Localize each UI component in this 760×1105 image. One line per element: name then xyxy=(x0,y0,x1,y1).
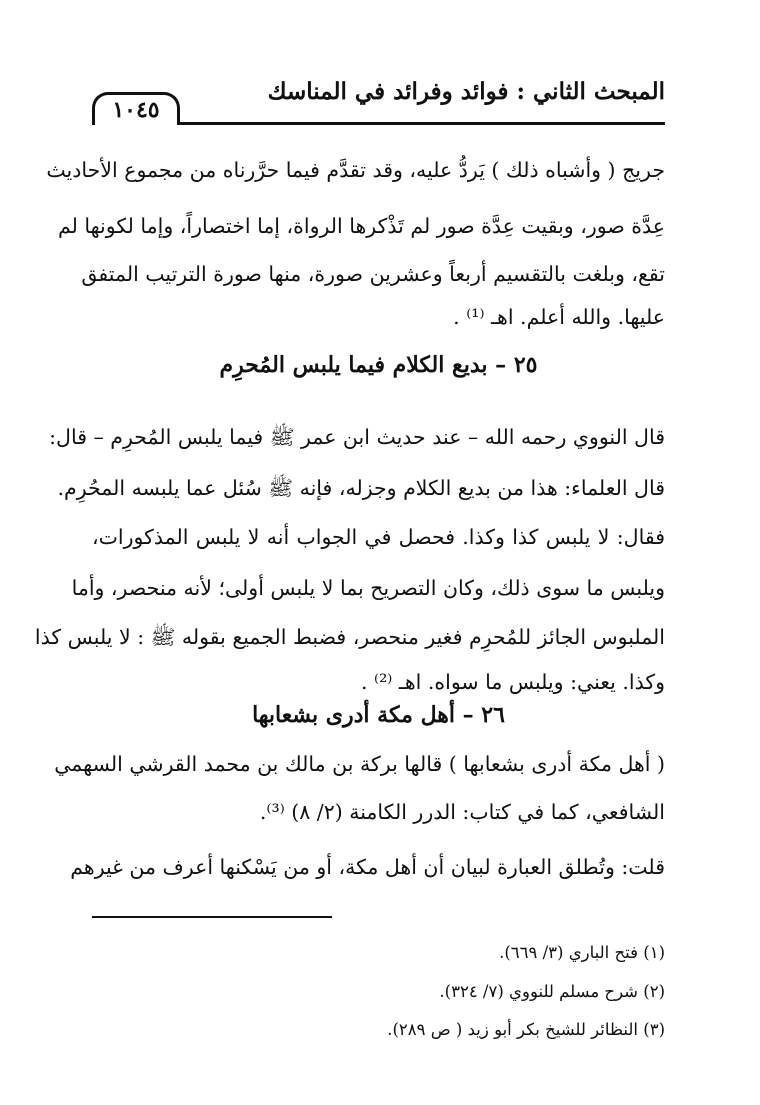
footnote: (٢) شرح مسلم للنووي (٧/ ٣٢٤). xyxy=(439,982,665,1001)
text-line: قلت: وتُطلق العبارة لبيان أن أهل مكة، أو من يَسْكنها أعرف من غيرهم xyxy=(70,855,665,879)
section-heading-26: ٢٦ – أهل مكة أدرى بشعابها xyxy=(252,702,505,728)
text-line: عِدَّة صور، وبقيت عِدَّة صور لم تَذْكرها الرواة، إما اختصاراً، وإما لكونها لم xyxy=(57,214,665,238)
section-heading-25: ٢٥ – بديع الكلام فيما يلبس المُحرِم xyxy=(219,352,538,378)
text-line: ويلبس ما سوى ذلك، وكان التصريح بما لا يلبس أولى؛ لأنه منحصر، وأما xyxy=(71,576,665,600)
text-line: قال النووي رحمه الله – عند حديث ابن عمر ﷺ فيما يلبس المُحرِم – قال: xyxy=(49,425,665,449)
footnote: (٣) النظائر للشيخ بكر أبو زيد ( ص ٢٨٩). xyxy=(387,1020,665,1039)
footnote: (١) فتح الباري (٣/ ٦٦٩). xyxy=(499,943,665,962)
footnote-rule xyxy=(92,916,332,918)
text-line: قال العلماء: هذا من بديع الكلام وجزله، فإنه ﷺ سُئل عما يلبسه المحُرِم. xyxy=(57,476,665,500)
text-line: فقال: لا يلبس كذا وكذا. فحصل في الجواب أنه لا يلبس المذكورات، xyxy=(92,525,665,549)
text-line: جريج ( وأشباه ذلك ) يَردُّ عليه، وقد تقدَّم فيما حرَّرناه من مجموع الأحاديث xyxy=(46,158,665,182)
text-line: الشافعي، كما في كتاب: الدرر الكامنة (٢/ ٨) ⁽³⁾. xyxy=(259,800,665,824)
running-title: المبحث الثاني : فوائد وفرائد في المناسك xyxy=(267,78,665,105)
text-line: عليها. والله أعلم. اهـ ⁽¹⁾ . xyxy=(453,305,665,329)
text-line: ( أهل مكة أدرى بشعابها ) قالها بركة بن مالك بن محمد القرشي السهمي xyxy=(54,752,665,776)
text-line: تقع، وبلغت بالتقسيم أربعاً وعشرين صورة، منها صورة الترتيب المتفق xyxy=(81,262,665,286)
text-line: الملبوس الجائز للمُحرِم فغير منحصر، فضبط الجميع بقوله ﷺ : لا يلبس كذا xyxy=(34,625,665,649)
page-number: ١٠٤٥ xyxy=(92,92,180,125)
text-line: وكذا. يعني: ويلبس ما سواه. اهـ ⁽²⁾ . xyxy=(360,670,665,694)
